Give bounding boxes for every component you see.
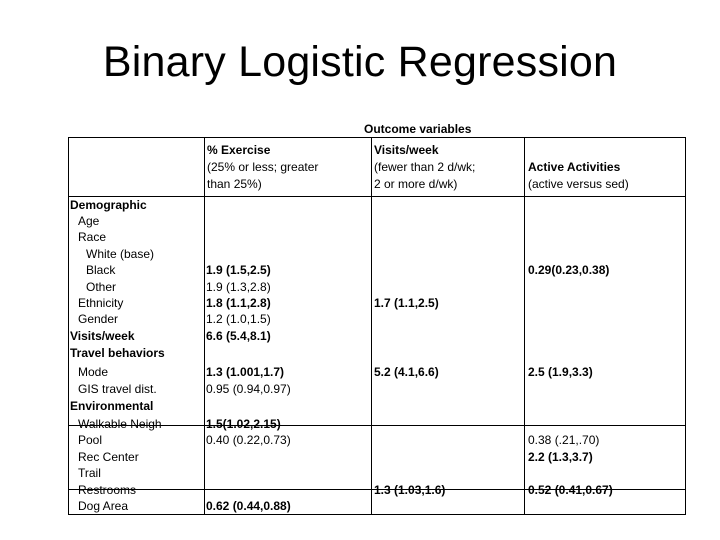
row-label-demographic: Demographic	[70, 198, 147, 212]
cell-active-mode: 2.5 (1.9,3.3)	[528, 365, 593, 379]
row-label-black: Black	[86, 263, 116, 277]
column-name: Visits/week	[374, 143, 439, 157]
cell-exercise-mode: 1.3 (1.001,1.7)	[206, 365, 285, 379]
regression-table	[68, 137, 686, 515]
cell-exercise-other: 1.9 (1.3,2.8)	[206, 280, 271, 294]
column-header-active	[528, 159, 629, 193]
cell-visits-mode: 5.2 (4.1,6.6)	[374, 365, 439, 379]
cell-exercise-black: 1.9 (1.5,2.5)	[206, 263, 271, 277]
column-desc: (25% or less; greater	[207, 160, 319, 174]
row-label-race: Race	[78, 230, 107, 244]
column-desc: 2 or more d/wk)	[374, 177, 458, 191]
cell-exercise-visits: 6.6 (5.4,8.1)	[206, 329, 271, 343]
column-desc: (fewer than 2 d/wk;	[374, 160, 476, 174]
slide-title: Binary Logistic Regression	[102, 38, 618, 86]
row-label-travel: Travel behaviors	[70, 346, 165, 360]
cell-exercise-ethnicity: 1.8 (1.1,2.8)	[206, 296, 271, 310]
row-label-gis: GIS travel dist.	[78, 382, 157, 396]
row-label-walkable: Walkable Neigh	[78, 417, 162, 431]
column-header-exercise	[207, 142, 318, 193]
row-label-restrooms: Restrooms	[78, 483, 137, 497]
row-label-other: Other	[86, 280, 117, 294]
cell-exercise-walkable: 1.5(1.02,2.15)	[206, 417, 281, 431]
row-label-mode: Mode	[78, 365, 109, 379]
col-divider-3	[524, 138, 525, 514]
column-desc: than 25%)	[207, 177, 262, 191]
row-label-visits: Visits/week	[70, 329, 135, 343]
cell-visits-restrooms: 1.3 (1.03,1.6)	[374, 483, 446, 497]
row-label-trail: Trail	[78, 466, 101, 480]
cell-exercise-pool: 0.40 (0.22,0.73)	[206, 433, 291, 447]
cell-active-black: 0.29(0.23,0.38)	[528, 263, 610, 277]
row-label-rec-center: Rec Center	[78, 450, 139, 464]
column-name: % Exercise	[207, 143, 271, 157]
row-label-pool: Pool	[78, 433, 103, 447]
col-divider-1	[204, 138, 205, 514]
row-label-dog-area: Dog Area	[78, 499, 129, 513]
header-divider	[69, 196, 685, 197]
col-divider-2	[371, 138, 372, 514]
row-label-ethnicity: Ethnicity	[78, 296, 124, 310]
row-label-gender: Gender	[78, 312, 119, 326]
cell-exercise-gender: 1.2 (1.0,1.5)	[206, 312, 271, 326]
row-label-environmental: Environmental	[70, 399, 154, 413]
cell-exercise-dog-area: 0.62 (0.44,0.88)	[206, 499, 291, 513]
row-label-white: White (base)	[86, 247, 155, 261]
outcome-variables-label: Outcome variables	[364, 122, 472, 136]
cell-active-pool: 0.38 (.21,.70)	[528, 433, 600, 447]
column-name: Active Activities	[528, 160, 621, 174]
cell-exercise-gis: 0.95 (0.94,0.97)	[206, 382, 291, 396]
cell-active-rec-center: 2.2 (1.3,3.7)	[528, 450, 593, 464]
column-header-visits	[374, 142, 475, 193]
column-desc: (active versus sed)	[528, 177, 629, 191]
cell-active-restrooms: 0.52 (0.41,0.67)	[528, 483, 613, 497]
cell-visits-ethnicity: 1.7 (1.1,2.5)	[374, 296, 439, 310]
row-label-age: Age	[78, 214, 100, 228]
